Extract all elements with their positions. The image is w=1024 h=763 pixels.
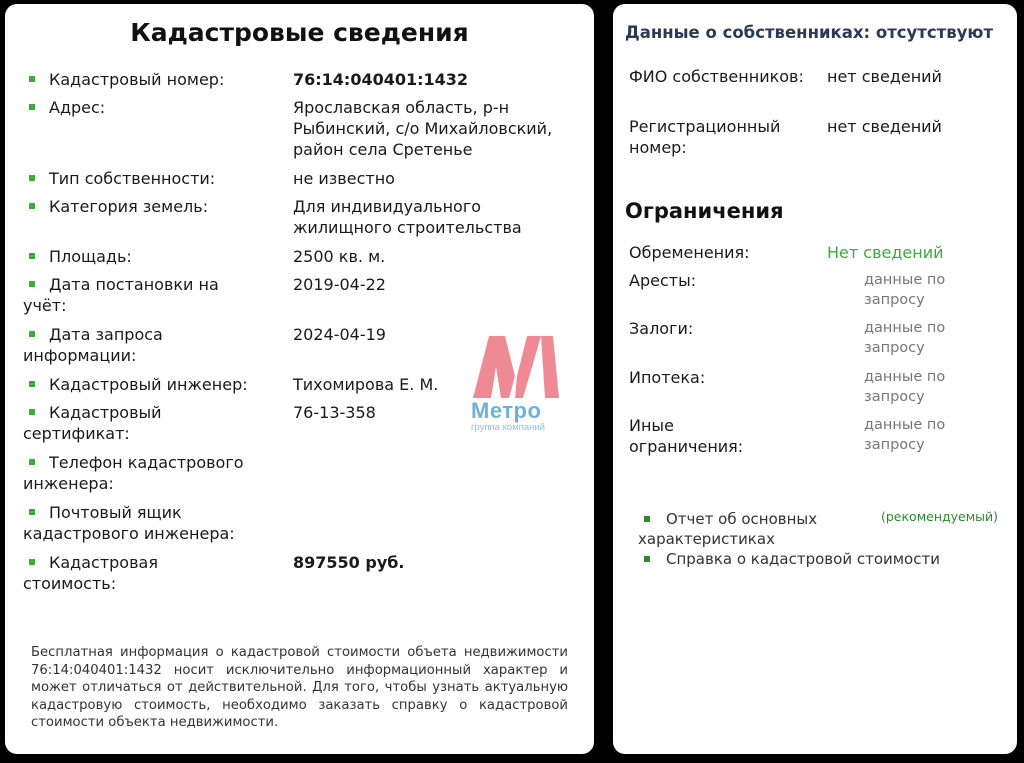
row-value: не известно — [293, 169, 395, 188]
report-link[interactable]: Отчет об основных характеристиках — [638, 510, 818, 548]
owner-regnum-row — [629, 116, 1009, 160]
row-label: Телефон кадастрового инженера: — [23, 453, 244, 493]
restriction-value: данные по запросу — [864, 272, 946, 308]
restriction-other-row — [629, 415, 1009, 459]
row-label: Дата запроса информации: — [23, 325, 163, 365]
bullet-icon — [644, 516, 650, 522]
restriction-value: данные по запросу — [864, 417, 946, 453]
restriction-value: данные по запросу — [864, 320, 946, 356]
restriction-mortgage-row — [629, 367, 1009, 411]
owner-value: нет сведений — [827, 67, 942, 86]
row-value: 76:14:040401:1432 — [293, 70, 469, 89]
row-value: Ярославская область, р-н Рыбинский, с/о Михайловский, район села Сретенье — [293, 98, 553, 159]
logo-name: Метро — [471, 398, 542, 423]
row-value: 897550 руб. — [293, 553, 405, 572]
row-label: Кадастровый сертификат: — [23, 403, 162, 443]
owner-label: ФИО собственников: — [629, 67, 804, 86]
row-value: 76-13-358 — [293, 403, 376, 422]
restriction-label: Аресты: — [629, 271, 697, 290]
row-ownership-type — [23, 168, 583, 192]
row-value: Для индивидуального жилищного строительства — [293, 197, 522, 237]
owner-fio-row — [629, 66, 1009, 110]
restrictions-title: Ограничения — [625, 199, 784, 223]
owner-label: Регистрационный номер: — [629, 117, 781, 157]
row-label: Кадастровая стоимость: — [23, 553, 158, 593]
restriction-label: Залоги: — [629, 319, 694, 338]
restriction-label: Иные ограничения: — [629, 416, 744, 456]
restriction-arrests-row — [629, 270, 1009, 314]
row-label: Тип собственности: — [49, 169, 216, 188]
row-label: Адрес: — [49, 98, 106, 117]
restriction-encumbrance-row — [629, 242, 1009, 266]
row-land-category — [23, 196, 583, 240]
cadastral-title: Кадастровые сведения — [130, 18, 469, 47]
restriction-label: Ипотека: — [629, 368, 706, 387]
restriction-value: Нет сведений — [827, 243, 944, 262]
row-cadastral-value — [23, 552, 583, 596]
row-label: Кадастровый инженер: — [49, 375, 248, 394]
owner-value: нет сведений — [827, 117, 942, 136]
report-link[interactable]: Справка о кадастровой стоимости — [666, 550, 940, 568]
disclaimer-text: Бесплатная информация о кадастровой стоимости объета недвижимости 76:14:040401:1432 носит исключительно информационный характер и может отличаться от действительной. Для того, чтобы узнать актуальную кадастровую стоимость, необходимо заказать справку о кадастровой стоимости объекта недвижимости. — [31, 645, 568, 730]
row-value: 2019-04-22 — [293, 275, 386, 294]
row-value: 2500 кв. м. — [293, 247, 386, 266]
row-area — [23, 246, 583, 270]
row-cadastral-number — [23, 69, 583, 93]
restriction-pledges-row — [629, 318, 1009, 362]
row-label: Почтовый ящик кадастрового инженера: — [23, 503, 235, 543]
row-label: Кадастровый номер: — [49, 70, 225, 89]
row-value: Тихомирова Е. М. — [293, 375, 439, 394]
restriction-label: Обременения: — [629, 243, 750, 262]
recommended-badge: (рекомендуемый) — [881, 509, 999, 524]
owners-title: Данные о собственниках: отсутствуют — [625, 23, 994, 42]
row-value: 2024-04-19 — [293, 325, 386, 344]
row-engineer-mailbox — [23, 502, 583, 546]
row-label: Площадь: — [49, 247, 132, 266]
restriction-value: данные по запросу — [864, 369, 946, 405]
row-registration-date — [23, 274, 583, 318]
owners-card — [613, 4, 1017, 754]
row-label: Дата постановки на учёт: — [23, 275, 219, 315]
logo-subtitle: группа компаний — [471, 422, 545, 433]
report-main-characteristics[interactable] — [638, 509, 878, 549]
row-label: Категория земель: — [49, 197, 209, 216]
bullet-icon — [644, 556, 650, 562]
row-address — [23, 97, 583, 163]
row-engineer-phone — [23, 452, 583, 496]
report-cadastral-value[interactable] — [638, 549, 978, 569]
cadastral-info-card — [5, 4, 594, 754]
